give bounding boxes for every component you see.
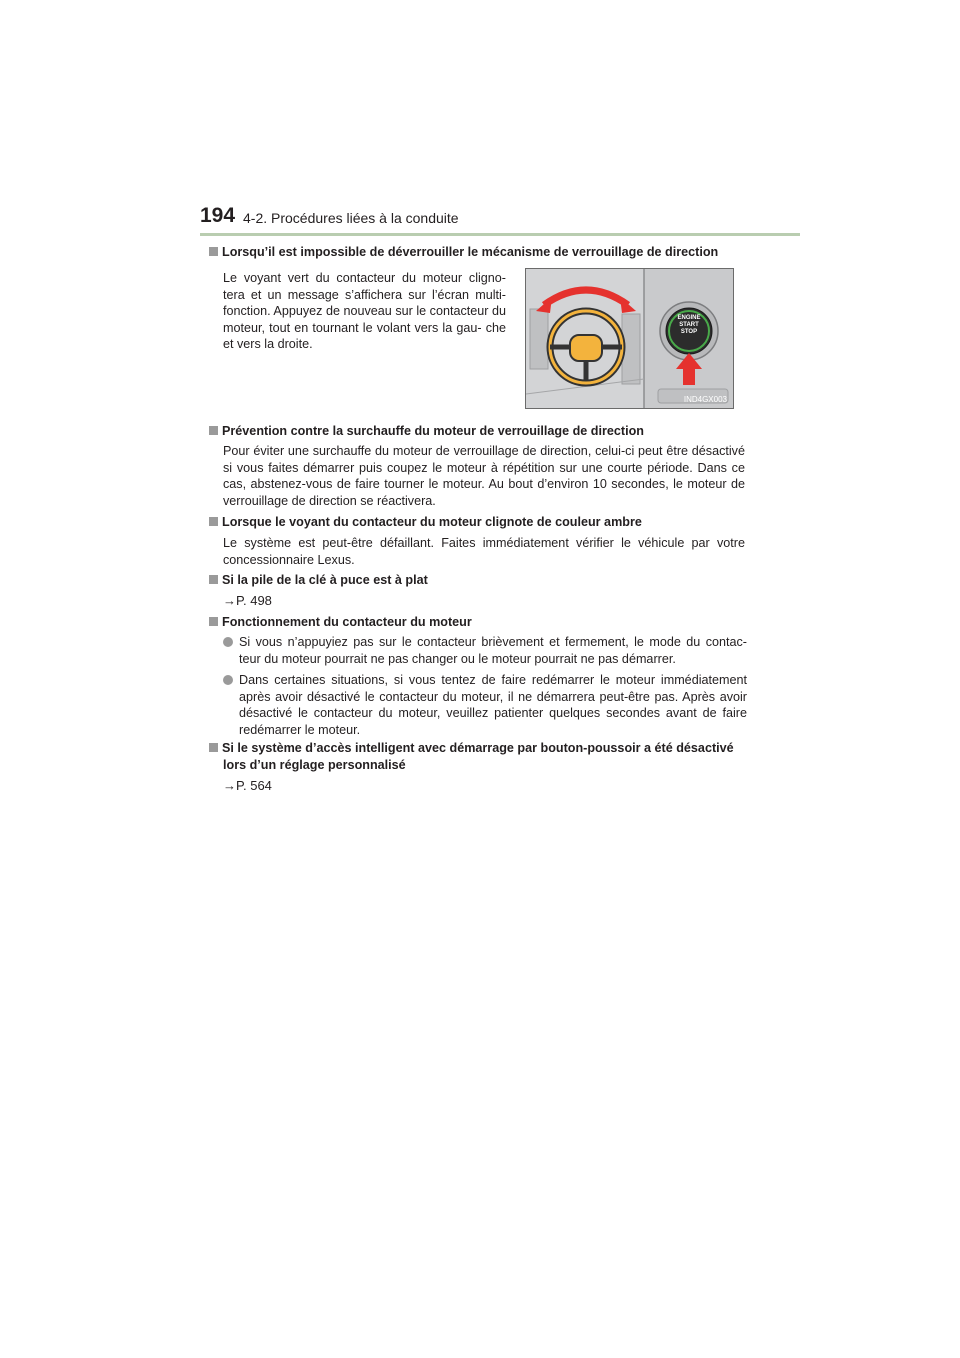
- round-bullet-icon: [223, 637, 233, 647]
- heading-text: Prévention contre la surchauffe du moteur de verrouillage de direction: [222, 424, 644, 438]
- steering-wheel-figure: [525, 268, 734, 409]
- heading-text: Si le système d’accès intelligent avec démarrage par bouton-poussoir a été désactivé: [222, 741, 734, 755]
- square-bullet-icon: [209, 517, 218, 526]
- square-bullet-icon: [209, 743, 218, 752]
- bullet-item: [223, 634, 747, 667]
- round-bullet-icon: [223, 675, 233, 685]
- heading-engine-switch-operation: [209, 615, 472, 629]
- paragraph-overheat-prevention: Pour éviter une surchauffe du moteur de verrouillage de direction, celui-ci peut être désactivé si vous faites démarrer puis coupez le moteur à répétition sur une courte période. Dans ce cas, abstenez-vous de faire tourner le moteur. Au bout d’environ 10 secondes, le moteur de verrouillage de direction se réactivera.: [223, 444, 745, 508]
- heading-overheat-prevention: [209, 424, 644, 438]
- square-bullet-icon: [209, 247, 218, 256]
- heading-text: Fonctionnement du contacteur du moteur: [222, 615, 472, 629]
- page-number: 194: [200, 204, 236, 227]
- square-bullet-icon: [209, 617, 218, 626]
- button-text-engine: ENGINE: [677, 315, 701, 321]
- heading-amber-indicator: [209, 515, 642, 529]
- paragraph-amber-indicator: Le système est peut-être défaillant. Faites immédiatement vérifier le véhicule par votre concessionnaire Lexus.: [223, 536, 745, 567]
- reference-key-battery: →P. 498: [223, 593, 272, 608]
- square-bullet-icon: [209, 426, 218, 435]
- paragraph-steering-lock-release: Le voyant vert du contacteur du moteur cligno- tera et un message s’affichera sur l’écran multi- fonction. Appuyez de nouveau sur le contacteur du moteur, tout en tournant le volant vers la gau- che et vers la droite.: [223, 271, 506, 351]
- heading-text: Lorsque le voyant du contacteur du moteur clignote de couleur ambre: [222, 515, 642, 529]
- heading-smart-access-disabled: [209, 741, 734, 755]
- button-text-stop: STOP: [680, 329, 698, 335]
- square-bullet-icon: [209, 575, 218, 584]
- button-text-start: START: [679, 322, 699, 328]
- heading-text: Lorsqu’il est impossible de déverrouiller le mécanisme de verrouillage de direction: [222, 245, 719, 259]
- steering-wheel-illustration: [526, 269, 733, 408]
- reference-customization: →P. 564: [223, 778, 272, 793]
- heading-key-battery: [209, 573, 428, 587]
- heading-steering-lock-release: [209, 245, 718, 259]
- start-stop-button-label: [661, 315, 717, 336]
- bullet-text: Dans certaines situations, si vous tentez de faire redémarrer le moteur immédiatement après avoir désactivé le contacteur du moteur, il ne démarrera peut-être pas. Après avoir désactivé le contacteur du moteur, veuillez patienter quelques secondes avant de faire redémarrer le moteur.: [239, 673, 747, 737]
- bullet-item: [223, 672, 747, 738]
- heading-text: Si la pile de la clé à puce est à plat: [222, 573, 428, 587]
- heading-smart-access-disabled-line2: lors d’un réglage personnalisé: [223, 758, 406, 772]
- section-title: 4-2. Procédures liées à la conduite: [243, 210, 459, 226]
- figure-code: IND4GX003: [683, 395, 727, 404]
- bullet-text: Si vous n’appuyiez pas sur le contacteur brièvement et fermement, le mode du contac- teur du moteur pourrait ne pas changer ou le moteur pourrait ne pas démarrer.: [239, 635, 747, 666]
- page-header: [200, 204, 800, 236]
- header-divider: [200, 233, 800, 236]
